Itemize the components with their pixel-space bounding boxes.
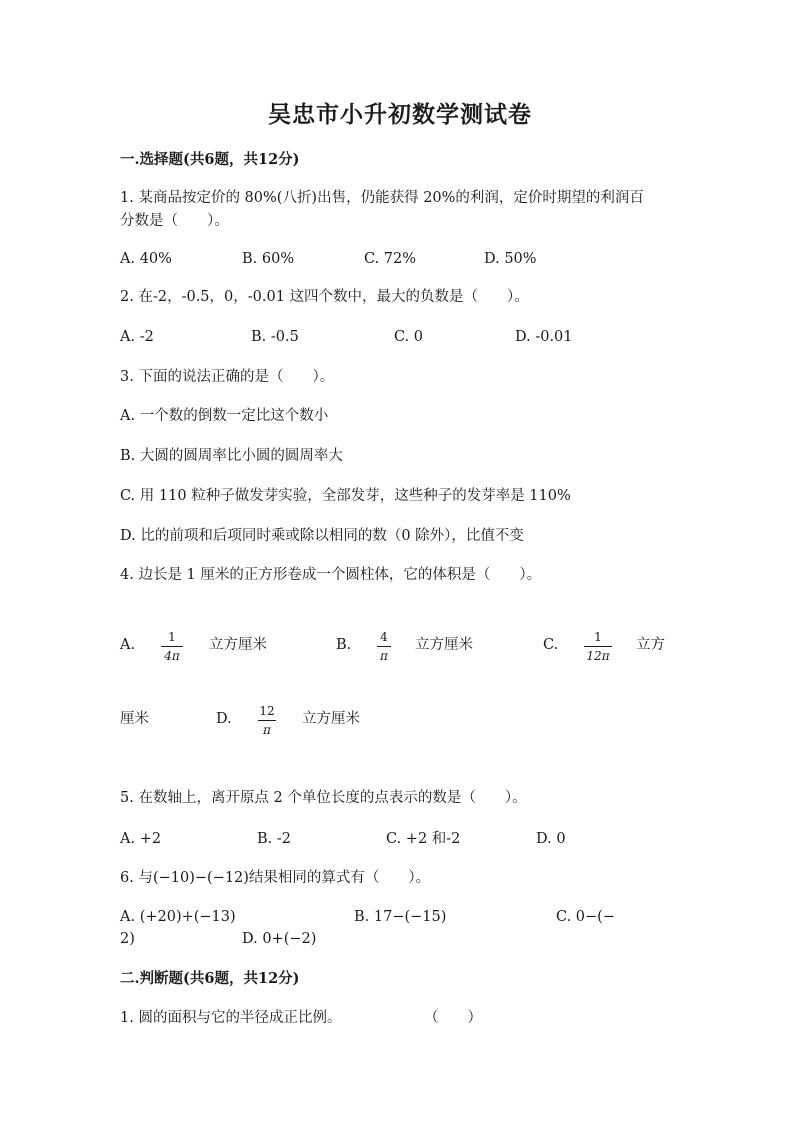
q4-option-c-unit: 立方 — [636, 637, 665, 653]
q4-option-b-fraction — [364, 630, 404, 663]
q4-stem: 4. 边长是 1 厘米的正方形卷成一个圆柱体，它的体积是（ ）。 — [120, 567, 542, 583]
q3-option-d: D. 比的前项和后项同时乘或除以相同的数（0 除外），比值不变 — [120, 528, 524, 544]
q3-option-c: C. 用 110 粒种子做发芽实验，全部发芽，这些种子的发芽率是 110% — [120, 488, 571, 504]
q4-option-d-label: D. — [216, 711, 232, 727]
judge-q1-answer-blank: （ ） — [424, 1010, 482, 1026]
q4-option-a-fraction — [152, 630, 192, 663]
q6-option-d: D. 0+(−2) — [242, 931, 317, 947]
q1-option-a: A. 40% — [120, 251, 172, 267]
q4-option-c-label: C. — [543, 637, 559, 653]
q4-option-a-unit: 立方厘米 — [209, 637, 267, 653]
q6-stem: 6. 与(−10)−(−12)结果相同的算式有（ ）。 — [120, 870, 431, 886]
q4-option-b-denominator: π — [380, 649, 388, 663]
q5-option-a: A. +2 — [120, 831, 162, 847]
q6-option-b: B. 17−(−15) — [354, 909, 447, 925]
q6-option-c-continued: 2) — [120, 931, 135, 947]
q4-option-c-denominator: 12π — [586, 649, 610, 663]
page-title: 吴忠市小升初数学测试卷 — [268, 101, 532, 128]
q4-option-a-numerator: 1 — [168, 630, 176, 644]
q4-option-b-label: B. — [336, 637, 352, 653]
q4-option-a-label: A. — [120, 637, 136, 653]
q4-option-c-unit-continued: 厘米 — [120, 711, 149, 727]
q1-option-b: B. 60% — [242, 251, 295, 267]
q4-option-d-numerator: 12 — [259, 704, 275, 718]
q1-option-c: C. 72% — [364, 251, 417, 267]
q2-stem: 2. 在-2，-0.5，0，-0.01 这四个数中，最大的负数是（ ）。 — [120, 289, 529, 305]
q4-option-b-numerator: 4 — [380, 630, 388, 644]
q6-option-a: A. (+20)+(−13) — [120, 909, 236, 925]
q3-option-a: A. 一个数的倒数一定比这个数小 — [120, 408, 329, 424]
judge-q1-stem: 1. 圆的面积与它的半径成正比例。 — [120, 1010, 342, 1026]
q4-option-d-unit: 立方厘米 — [302, 711, 360, 727]
q5-option-d: D. 0 — [536, 831, 566, 847]
q1-option-d: D. 50% — [484, 251, 537, 267]
q2-option-c: C. 0 — [394, 329, 424, 345]
q4-option-d-denominator: π — [263, 723, 271, 737]
q5-option-b: B. -2 — [257, 831, 291, 847]
q1-stem-line1: 1. 某商品按定价的 80%(八折)出售，仍能获得 20%的利润，定价时期望的利润百 — [120, 190, 644, 206]
q1-stem-line2: 分数是（ ）。 — [120, 213, 229, 229]
q3-stem: 3. 下面的说法正确的是（ ）。 — [120, 369, 335, 385]
q5-stem: 5. 在数轴上，离开原点 2 个单位长度的点表示的数是（ ）。 — [120, 790, 527, 806]
q5-option-c: C. +2 和-2 — [386, 831, 461, 847]
q2-option-d: D. -0.01 — [515, 329, 573, 345]
q4-option-a-denominator: 4π — [164, 649, 180, 663]
q3-option-b: B. 大圆的圆周率比小圆的圆周率大 — [120, 448, 343, 464]
section-1-heading: 一.选择题(共6题，共12分) — [120, 151, 300, 168]
q2-option-b: B. -0.5 — [251, 329, 299, 345]
q2-option-a: A. -2 — [120, 329, 154, 345]
q4-option-d-fraction — [247, 704, 287, 737]
q6-option-c: C. 0−(− — [556, 909, 615, 925]
section-2-heading: 二.判断题(共6题，共12分) — [120, 970, 300, 987]
q4-option-b-unit: 立方厘米 — [415, 637, 473, 653]
q4-option-c-numerator: 1 — [594, 630, 602, 644]
q4-option-c-fraction — [578, 630, 618, 663]
